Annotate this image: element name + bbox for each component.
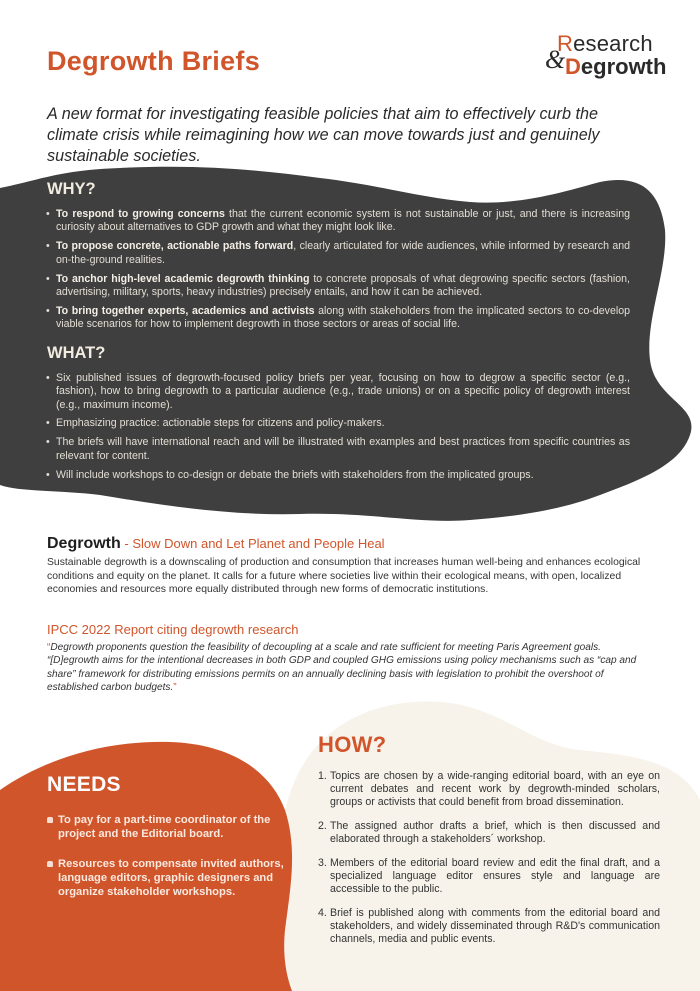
how-heading: HOW? bbox=[318, 732, 387, 757]
definition-title: Degrowth - Slow Down and Let Planet and People Heal bbox=[47, 535, 385, 552]
definition-body: Sustainable degrowth is a downscaling of production and consumption that increases human well-being and enhances ecological conditions and equity on the planet. It calls for a future where societies live within their ecological means, with open, localized economies and resources more equally distributed through new forms of democratic institutions. bbox=[47, 557, 641, 596]
why-item: • To propose concrete, actionable paths forward, clearly articulated for wide audiences, while informed by research and on-the-ground realities. bbox=[47, 240, 630, 267]
degrowth-definition bbox=[47, 534, 647, 597]
page-title: Degrowth Briefs bbox=[47, 46, 261, 76]
how-step: 2. The assigned author drafts a brief, which is then discussed and elaborated through a stakeholders´ workshop. bbox=[318, 820, 660, 845]
intro-tagline: A new format for investigating feasible policies that aim to effectively curb the climate crisis while reimagining how we can move towards just and genuinely sustainable societies. bbox=[47, 105, 600, 165]
needs-heading: NEEDS bbox=[47, 773, 121, 796]
why-heading: WHY? bbox=[47, 180, 96, 198]
what-item: • The briefs will have international reach and will be illustrated with examples and best practices from specific countries as relevant for content. bbox=[47, 436, 630, 463]
why-item: • To anchor high-level academic degrowth thinking to concrete proposals of what degrowing specific sectors (fashion, advertising, military, sports, heavy industries) precisely entails, and how it can be achieved. bbox=[47, 273, 630, 300]
why-item: • To bring together experts, academics and activists along with stakeholders from the implicated sectors to co-develop viable scenarios for how to implement degrowth in those sectors or areas of social life. bbox=[47, 305, 630, 332]
needs-section bbox=[47, 773, 287, 915]
ipcc-title: IPCC 2022 Report citing degrowth research bbox=[47, 622, 299, 637]
needs-item: To pay for a part-time coordinator of the project and the Editorial board. bbox=[47, 813, 287, 841]
how-list bbox=[318, 770, 660, 946]
research-degrowth-logo bbox=[545, 32, 685, 82]
how-step: 4. Brief is published along with comments from the editorial board and stakeholders, and widely disseminated through R&D's communication channels, media and public events. bbox=[318, 907, 660, 945]
what-item: • Emphasizing practice: actionable steps for citizens and policy-makers. bbox=[47, 417, 630, 430]
logo-ampersand: & bbox=[545, 45, 566, 74]
how-step: 1. Topics are chosen by a wide-ranging editorial board, with an eye on current debates and recent work by degrowth-minded scholars, groups or activists that could benefit from broad dissemination. bbox=[318, 770, 660, 808]
why-what-section bbox=[47, 180, 630, 488]
ipcc-quote: “Degrowth proponents question the feasibility of decoupling at a scale and rate sufficient for meeting Paris Agreement goals. “[D]egrowth aims for the intentional decreases in both GDP and coupled GHG emissions using policy mechanisms such as “cap and share” framework for distributing emissions permits on an annually declining basis with legislation to prohibit the overshoot of established carbon budgets.” bbox=[47, 642, 637, 694]
how-step: 3. Members of the editorial board review and edit the final draft, and a specialized language editor ensures style and language are accessible to the public. bbox=[318, 857, 660, 895]
why-list bbox=[47, 208, 630, 332]
logo-research-text: Research bbox=[557, 31, 653, 56]
why-item: • To respond to growing concerns that the current economic system is not sustainable or just, and there is increasing curiosity about alternatives to GDP growth and what they might look like. bbox=[47, 208, 630, 235]
what-list bbox=[47, 372, 630, 482]
needs-item: Resources to compensate invited authors, language editors, graphic designers and organize stakeholder workshops. bbox=[47, 857, 287, 899]
needs-list bbox=[47, 813, 287, 899]
how-section bbox=[318, 732, 660, 957]
logo-degrowth-text: Degrowth bbox=[565, 54, 667, 79]
what-item: • Six published issues of degrowth-focused policy briefs per year, focusing on how to degrow a specific sector (e.g., fashion), how to bring degrowth to a particular audience (e.g., trade unions) or on a specific policy of degrowth interest (e.g., maximum income). bbox=[47, 372, 630, 412]
what-heading: WHAT? bbox=[47, 343, 106, 362]
ipcc-citation bbox=[47, 621, 647, 695]
what-item: • Will include workshops to co-design or debate the briefs with stakeholders from the implicated groups. bbox=[47, 469, 630, 482]
